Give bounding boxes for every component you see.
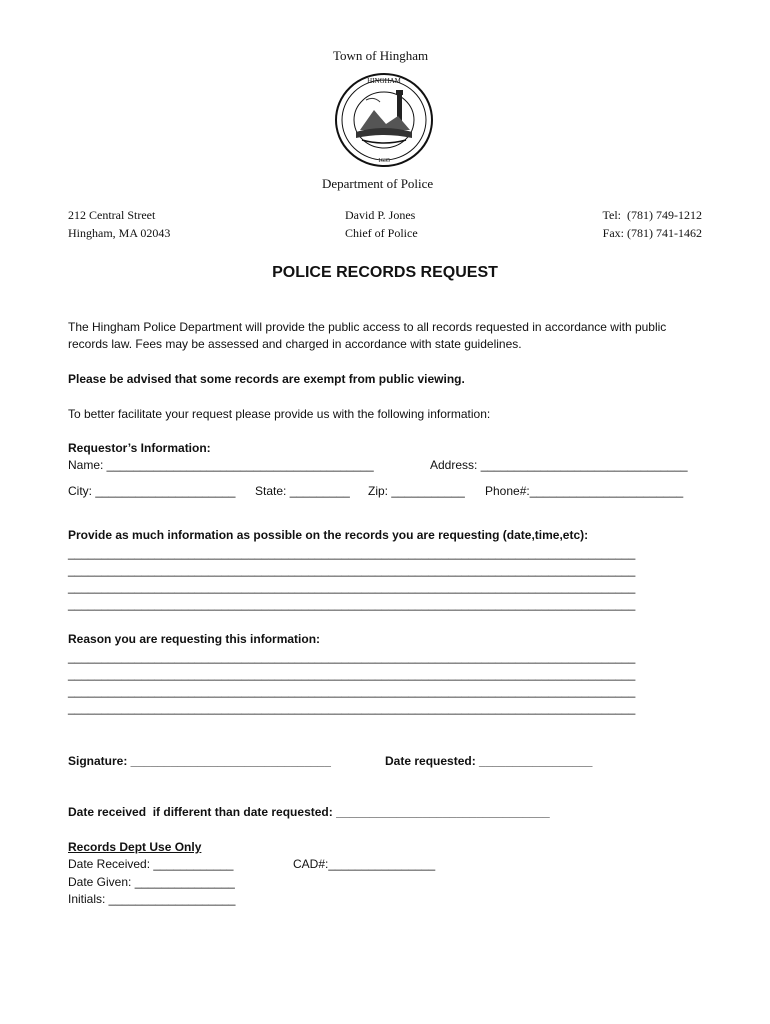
name-field[interactable]: Name: ________________________________________: [68, 458, 374, 472]
state-field[interactable]: State: _________: [255, 484, 350, 498]
form-title: POLICE RECORDS REQUEST: [272, 264, 498, 281]
reason-heading: Reason you are requesting this information:: [68, 632, 321, 646]
town-seal-logo: [334, 72, 434, 168]
zip-field[interactable]: Zip: ___________: [368, 484, 465, 498]
address-line1: 212 Central Street: [68, 208, 156, 222]
records-line[interactable]: _____________________________________________________________________________________: [68, 546, 636, 560]
chief-title: Chief of Police: [345, 226, 418, 240]
svg-text:1635: 1635: [378, 158, 390, 164]
date-received-if-different-field[interactable]: Date received if different than date requested: ________________________________: [68, 805, 550, 819]
intro-line-1: The Hingham Police Department will provide the public access to all records requested in accordance with public: [68, 320, 667, 334]
records-line[interactable]: _____________________________________________________________________________________: [68, 597, 636, 611]
chief-name: David P. Jones: [345, 208, 416, 222]
reason-line[interactable]: _____________________________________________________________________________________: [68, 667, 636, 681]
fax: Fax: (781) 741-1462: [602, 226, 702, 240]
records-heading: Provide as much information as possible on the records you are requesting (date,time,etc):: [68, 528, 589, 542]
date-received-field[interactable]: Date Received: ____________: [68, 857, 234, 871]
address-field[interactable]: Address: _______________________________: [430, 458, 688, 472]
address-line2: Hingham, MA 02043: [68, 226, 171, 240]
signature-field[interactable]: Signature: ______________________________: [68, 754, 331, 768]
svg-text:HINGHAM: HINGHAM: [367, 77, 401, 85]
facilitate-text: To better facilitate your request please provide us with the following information:: [68, 407, 491, 421]
initials-field[interactable]: Initials: ___________________: [68, 892, 236, 906]
requestor-heading: Requestor’s Information:: [68, 441, 211, 455]
advisory-text: Please be advised that some records are exempt from public viewing.: [68, 372, 465, 386]
city-field[interactable]: City: _____________________: [68, 484, 236, 498]
intro-line-2: records law. Fees may be assessed and charged in accordance with state guidelines.: [68, 337, 522, 351]
reason-line[interactable]: _____________________________________________________________________________________: [68, 650, 636, 664]
date-given-field[interactable]: Date Given: _______________: [68, 875, 235, 889]
reason-line[interactable]: _____________________________________________________________________________________: [68, 701, 636, 715]
records-dept-heading: Records Dept Use Only: [68, 840, 202, 854]
department-name: Department of Police: [322, 176, 434, 191]
town-name: Town of Hingham: [333, 48, 429, 63]
records-line[interactable]: _____________________________________________________________________________________: [68, 563, 636, 577]
telephone: Tel: (781) 749-1212: [602, 208, 702, 222]
cad-field[interactable]: CAD#:________________: [293, 857, 436, 871]
phone-field[interactable]: Phone#:_______________________: [485, 484, 684, 498]
date-requested-field[interactable]: Date requested: _________________: [385, 754, 593, 768]
records-line[interactable]: _____________________________________________________________________________________: [68, 580, 636, 594]
reason-line[interactable]: _____________________________________________________________________________________: [68, 684, 636, 698]
